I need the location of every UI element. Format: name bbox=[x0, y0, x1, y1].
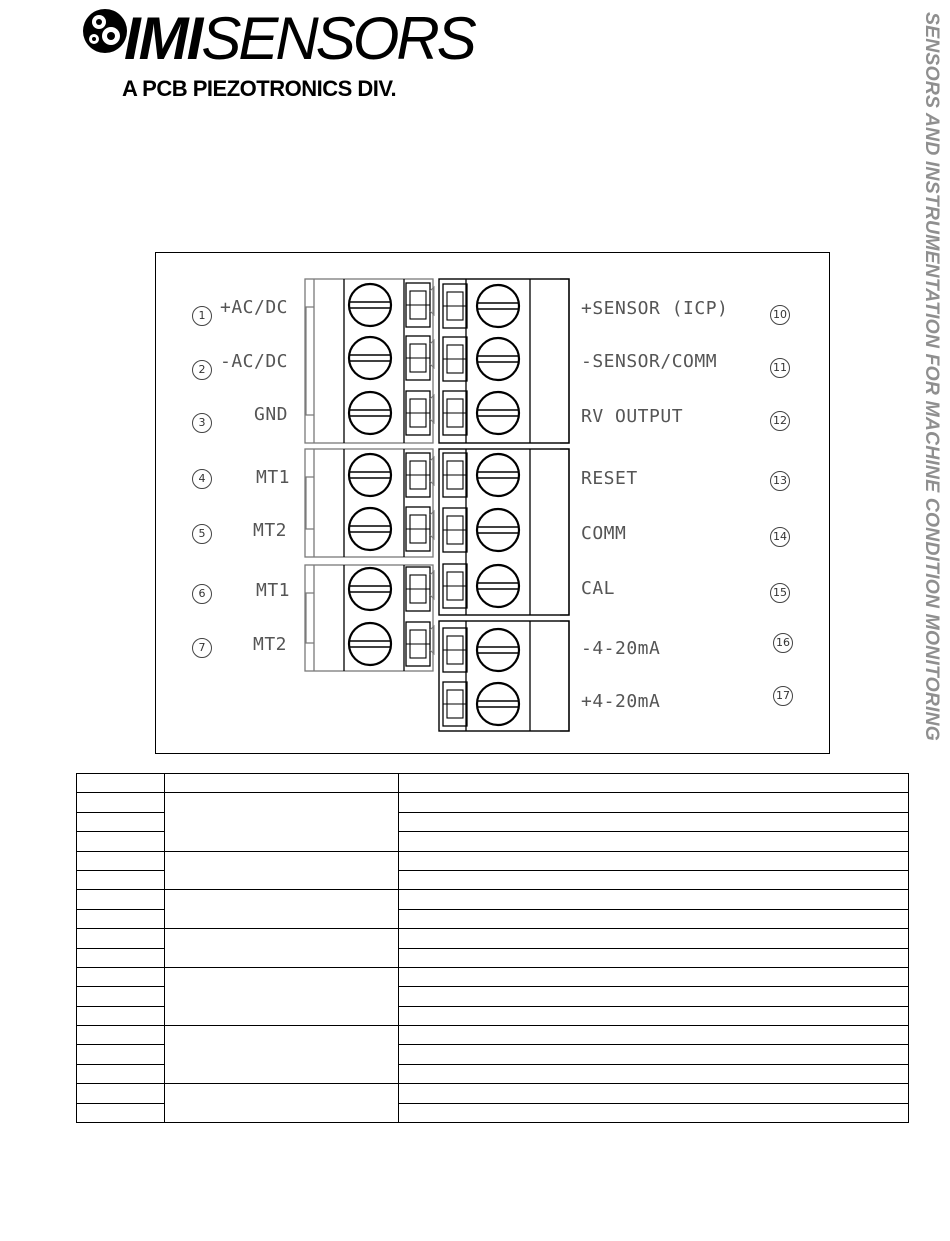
terminal-label-5: MT2 bbox=[253, 520, 288, 541]
terminal-number-11: 11 bbox=[770, 358, 790, 378]
terminal-number-17: 17 bbox=[773, 686, 793, 706]
table-cell-pin bbox=[77, 1064, 165, 1083]
table-cell-group bbox=[165, 793, 399, 851]
table-cell-pin bbox=[77, 948, 165, 967]
table-cell-pin bbox=[77, 909, 165, 928]
table-row bbox=[77, 890, 909, 909]
table-cell-description bbox=[399, 1084, 909, 1103]
right-block-sensor-screw-1 bbox=[477, 285, 519, 327]
table-row bbox=[77, 1084, 909, 1103]
table-cell-description bbox=[399, 948, 909, 967]
table-cell-pin bbox=[77, 890, 165, 909]
table-cell-description bbox=[399, 793, 909, 812]
left-block-power-screw-3 bbox=[349, 392, 391, 434]
table-cell-pin bbox=[77, 812, 165, 831]
terminal-number-7: 7 bbox=[192, 638, 212, 658]
table-cell-pin bbox=[77, 793, 165, 812]
table-cell-description bbox=[399, 774, 909, 793]
left-block-mt-a-screw-2 bbox=[349, 508, 391, 550]
table-cell-description bbox=[399, 987, 909, 1006]
table-row bbox=[77, 774, 909, 793]
table-cell-description bbox=[399, 870, 909, 889]
table-cell-description bbox=[399, 1103, 909, 1122]
table-cell-pin bbox=[77, 832, 165, 851]
terminal-label-2: -AC/DC bbox=[220, 351, 289, 372]
table-cell-description bbox=[399, 832, 909, 851]
table-cell-description bbox=[399, 1006, 909, 1025]
table-cell-group bbox=[165, 1084, 399, 1123]
terminal-label-3: GND bbox=[254, 404, 289, 425]
table-cell-group bbox=[165, 1026, 399, 1084]
terminal-label-7: MT2 bbox=[253, 634, 288, 655]
left-block-mt-a-bracket bbox=[306, 477, 314, 529]
table-cell-description bbox=[399, 890, 909, 909]
table-cell-description bbox=[399, 1026, 909, 1045]
terminal-label-14: COMM bbox=[581, 523, 627, 544]
table-cell-group bbox=[165, 890, 399, 929]
terminal-label-10: +SENSOR (ICP) bbox=[581, 298, 729, 319]
table-cell-pin bbox=[77, 1103, 165, 1122]
terminal-number-4: 4 bbox=[192, 469, 212, 489]
terminal-number-13: 13 bbox=[770, 471, 790, 491]
table-cell-group bbox=[165, 967, 399, 1025]
left-block-power-screw-1 bbox=[349, 284, 391, 326]
terminal-label-16: -4-20mA bbox=[581, 638, 661, 659]
table-cell-pin bbox=[77, 929, 165, 948]
terminal-number-3: 3 bbox=[192, 413, 212, 433]
left-block-mt-b-screw-1 bbox=[349, 568, 391, 610]
table-cell-description bbox=[399, 812, 909, 831]
right-block-sensor-screw-3 bbox=[477, 392, 519, 434]
terminal-label-6: MT1 bbox=[256, 580, 291, 601]
terminal-number-10: 10 bbox=[770, 305, 790, 325]
table-row bbox=[77, 1026, 909, 1045]
gear-logo-icon bbox=[80, 6, 130, 56]
left-block-mt-b-bracket bbox=[306, 593, 314, 643]
right-block-current-loop-screw-1 bbox=[477, 629, 519, 671]
table-cell-description bbox=[399, 851, 909, 870]
terminal-number-15: 15 bbox=[770, 583, 790, 603]
table-cell-pin bbox=[77, 851, 165, 870]
right-block-current-loop-bracket bbox=[560, 621, 569, 731]
terminal-number-2: 2 bbox=[192, 360, 212, 380]
pin-table bbox=[76, 773, 909, 1123]
right-block-sensor-screw-2 bbox=[477, 338, 519, 380]
table-cell-description bbox=[399, 909, 909, 928]
terminal-number-5: 5 bbox=[192, 524, 212, 544]
brand-imi: IMI bbox=[124, 5, 202, 72]
brand-subtitle: A PCB PIEZOTRONICS DIV. bbox=[122, 76, 397, 101]
table-cell-description bbox=[399, 929, 909, 948]
imi-sensors-logo bbox=[80, 6, 480, 102]
terminal-label-4: MT1 bbox=[256, 467, 291, 488]
terminal-label-15: CAL bbox=[581, 578, 616, 599]
table-cell-pin bbox=[77, 967, 165, 986]
table-cell-group bbox=[165, 929, 399, 968]
terminal-label-1: +AC/DC bbox=[220, 297, 289, 318]
terminal-label-17: +4-20mA bbox=[581, 691, 661, 712]
table-cell-pin bbox=[77, 1006, 165, 1025]
right-block-control-screw-1 bbox=[477, 454, 519, 496]
table-row bbox=[77, 793, 909, 812]
terminal-label-13: RESET bbox=[581, 468, 638, 489]
right-block-control-screw-2 bbox=[477, 509, 519, 551]
left-block-power-bracket bbox=[306, 307, 314, 415]
terminal-number-12: 12 bbox=[770, 411, 790, 431]
table-cell-group bbox=[165, 774, 399, 793]
right-block-current-loop-screw-2 bbox=[477, 683, 519, 725]
side-tagline-text: SENSORS AND INSTRUMENTATION FOR MACHINE CONDITION MONITORING bbox=[921, 12, 943, 741]
left-block-mt-b-screw-2 bbox=[349, 623, 391, 665]
table-row bbox=[77, 851, 909, 870]
terminal-label-11: -SENSOR/COMM bbox=[581, 351, 718, 372]
terminal-number-14: 14 bbox=[770, 527, 790, 547]
table-cell-group bbox=[165, 851, 399, 890]
terminal-number-6: 6 bbox=[192, 584, 212, 604]
table-cell-pin bbox=[77, 1026, 165, 1045]
table-row bbox=[77, 967, 909, 986]
right-block-sensor-bracket bbox=[560, 279, 569, 443]
side-tagline bbox=[921, 12, 945, 1222]
right-block-control-bracket bbox=[560, 449, 569, 615]
left-block-mt-a-screw-1 bbox=[349, 454, 391, 496]
table-cell-pin bbox=[77, 987, 165, 1006]
terminal-blocks-drawing bbox=[156, 253, 831, 755]
table-cell-description bbox=[399, 967, 909, 986]
table-cell-description bbox=[399, 1045, 909, 1064]
table-row bbox=[77, 929, 909, 948]
brand-name bbox=[124, 6, 474, 72]
table-cell-pin bbox=[77, 1084, 165, 1103]
table-cell-description bbox=[399, 1064, 909, 1083]
left-block-power-screw-2 bbox=[349, 337, 391, 379]
terminal-wiring-diagram bbox=[155, 252, 830, 754]
table-cell-pin bbox=[77, 774, 165, 793]
brand-sensors: SENSORS bbox=[201, 5, 474, 72]
right-block-control-screw-3 bbox=[477, 565, 519, 607]
table-cell-pin bbox=[77, 870, 165, 889]
terminal-label-12: RV OUTPUT bbox=[581, 406, 684, 427]
table-cell-pin bbox=[77, 1045, 165, 1064]
terminal-number-1: 1 bbox=[192, 306, 212, 326]
terminal-number-16: 16 bbox=[773, 633, 793, 653]
